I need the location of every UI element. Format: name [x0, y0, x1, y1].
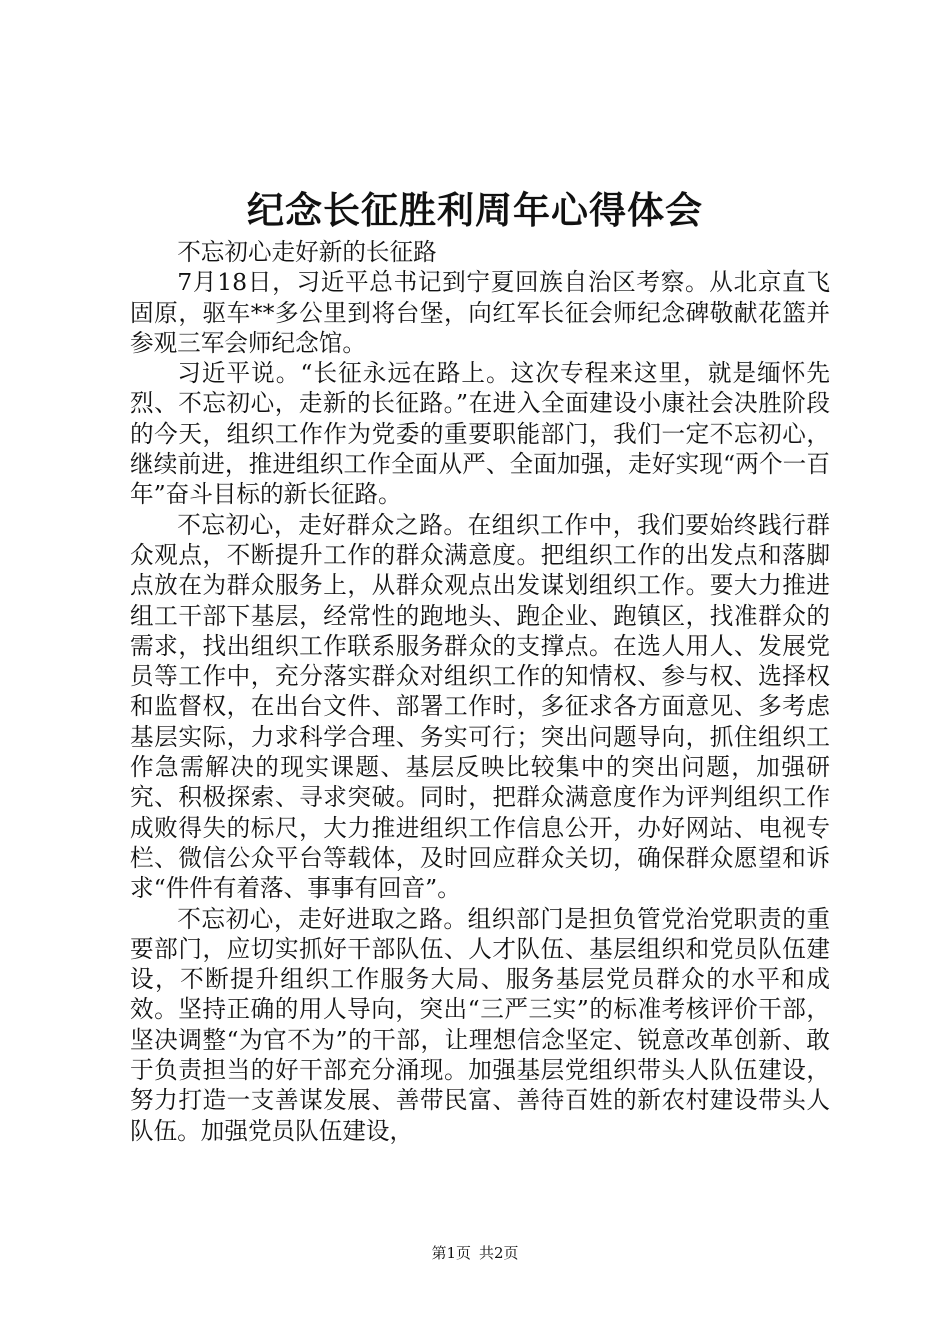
page-number: 第1页 [431, 1244, 471, 1262]
document-body [130, 237, 830, 1146]
body-paragraph: 7月18日，习近平总书记到宁夏回族自治区考察。从北京直飞固原，驱车**多公里到将台堡，向红军长征会师纪念碑敬献花篮并参观三军会师纪念馆。 [130, 268, 830, 357]
body-paragraph: 习近平说。“长征永远在路上。这次专程来这里，就是缅怀先烈、不忘初心，走新的长征路。”在进入全面建设小康社会决胜阶段的今天，组织工作作为党委的重要职能部门，我们一定不忘初心，继续前进，推进组织工作全面从严、全面加强，走好实现“两个一百年”奋斗目标的新长征路。 [130, 359, 830, 509]
document-title: 纪念长征胜利周年心得体会 [247, 188, 703, 232]
body-paragraph: 不忘初心，走好群众之路。在组织工作中，我们要始终践行群众观点，不断提升工作的群众满意度。把组织工作的出发点和落脚点放在为群众服务上，从群众观点出发谋划组织工作。要大力推进组工干部下基层，经常性的跑地头、跑企业、跑镇区，找准群众的需求，找出组织工作联系服务群众的支撑点。在选人用人、发展党员等工作中，充分落实群众对组织工作的知情权、参与权、选择权和监督权，在出台文件、部署工作时，多征求各方面意见、多考虑基层实际，力求科学合理、务实可行；突出问题导向，抓住组织工作急需解决的现实课题、基层反映比较集中的突出问题，加强研究、积极探索、寻求突破。同时，把群众满意度作为评判组织工作成败得失的标尺，大力推进组织工作信息公开，办好网站、电视专栏、微信公众平台等载体，及时回应群众关切，确保群众愿望和诉求“件件有着落、事事有回音”。 [130, 510, 830, 903]
page-total: 共2页 [479, 1244, 519, 1262]
subtitle-paragraph: 不忘初心走好新的长征路 [177, 238, 437, 266]
page-footer [0, 1243, 950, 1263]
body-paragraph: 不忘初心，走好进取之路。组织部门是担负管党治党职责的重要部门，应切实抓好干部队伍、人才队伍、基层组织和党员队伍建设，不断提升组织工作服务大局、服务基层党员群众的水平和成效。坚持正确的用人导向，突出“三严三实”的标准考核评价干部，坚决调整“为官不为”的干部，让理想信念坚定、锐意改革创新、敢于负责担当的好干部充分涌现。加强基层党组织带头人队伍建设，努力打造一支善谋发展、善带民富、善待百姓的新农村建设带头人队伍。加强党员队伍建设， [130, 904, 830, 1145]
